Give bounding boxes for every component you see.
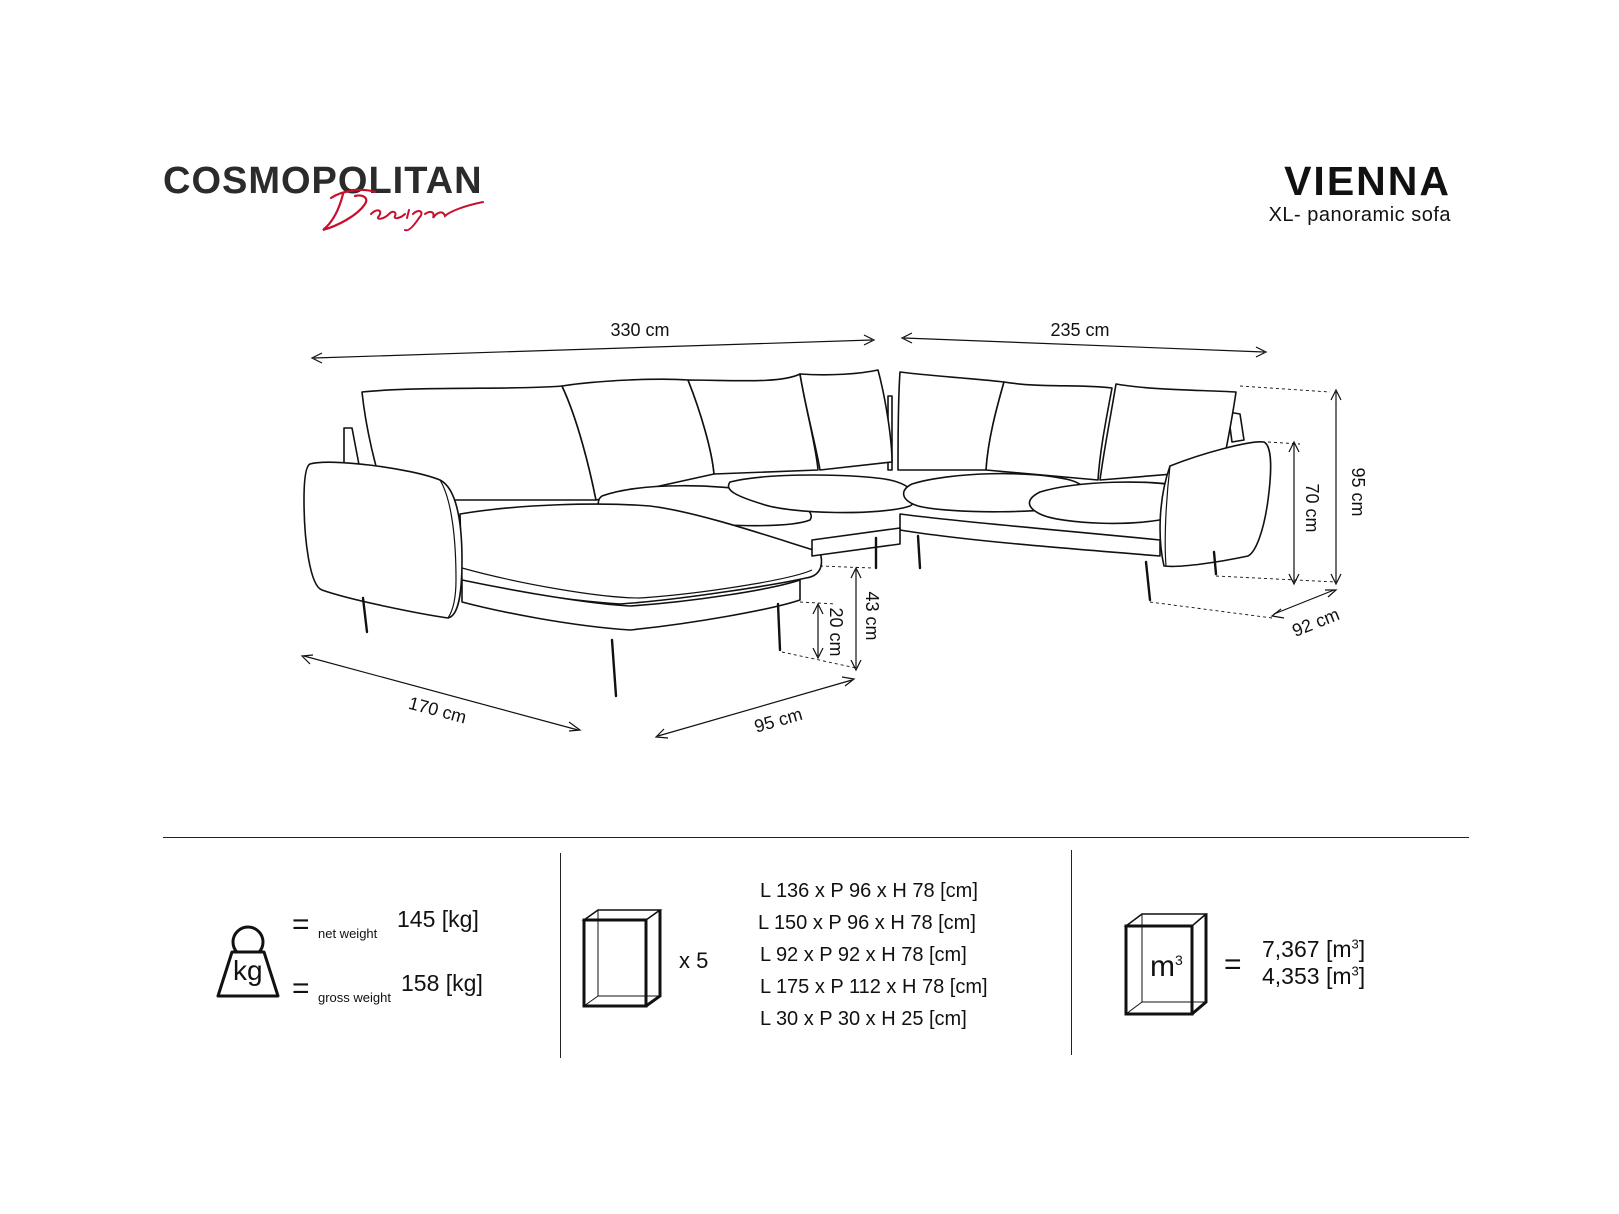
column-separator-2 bbox=[1071, 850, 1072, 1055]
gross-weight-equals: = bbox=[292, 972, 310, 1005]
package-size-3: L 92 x P 92 x H 78 [cm] bbox=[760, 944, 967, 966]
column-separator-1 bbox=[560, 853, 561, 1058]
dim-chaise-length: 170 cm bbox=[406, 692, 469, 728]
net-weight-value: 145 [kg] bbox=[397, 906, 479, 932]
dim-top-left: 330 cm bbox=[610, 320, 670, 340]
brand-name: COSMOPOLITAN bbox=[163, 160, 483, 202]
dim-depth-right: 92 cm bbox=[1289, 603, 1343, 641]
net-weight-equals: = bbox=[292, 908, 310, 941]
volume-icon-label: $m^3$ bbox=[1150, 950, 1183, 983]
package-size-2: L 150 x P 96 x H 78 [cm] bbox=[758, 912, 976, 934]
volume-equals: = bbox=[1224, 948, 1242, 981]
gross-weight-value: 158 [kg] bbox=[401, 970, 483, 996]
package-size-5: L 30 x P 30 x H 25 [cm] bbox=[760, 1008, 967, 1030]
dim-seat-height: 43 cm bbox=[862, 591, 882, 641]
dim-height-arm: 70 cm bbox=[1302, 483, 1322, 533]
sofa-illustration bbox=[304, 370, 1271, 696]
package-box-icon bbox=[580, 906, 666, 1010]
gross-weight-label: gross weight bbox=[318, 990, 391, 1005]
dim-chaise-width: 95 cm bbox=[752, 703, 805, 737]
product-subtitle: XL- panoramic sofa bbox=[1268, 204, 1451, 226]
package-count: x 5 bbox=[679, 948, 709, 973]
dim-height-total: 95 cm bbox=[1348, 467, 1368, 517]
net-weight-label: net weight bbox=[318, 926, 378, 941]
weight-icon-label: kg bbox=[233, 955, 263, 986]
package-size-1: L 136 x P 96 x H 78 [cm] bbox=[760, 880, 978, 902]
dim-top-right: 235 cm bbox=[1050, 320, 1110, 340]
volume-value-1: 7,367 $[m^3]$ bbox=[1262, 936, 1366, 962]
section-divider bbox=[163, 837, 1469, 838]
package-size-4: L 175 x P 112 x H 78 [cm] bbox=[760, 976, 988, 998]
volume-value-2: 4,353 $[m^3]$ bbox=[1262, 963, 1366, 989]
dim-leg-height: 20 cm bbox=[826, 607, 846, 657]
product-title: VIENNA bbox=[1284, 158, 1451, 204]
